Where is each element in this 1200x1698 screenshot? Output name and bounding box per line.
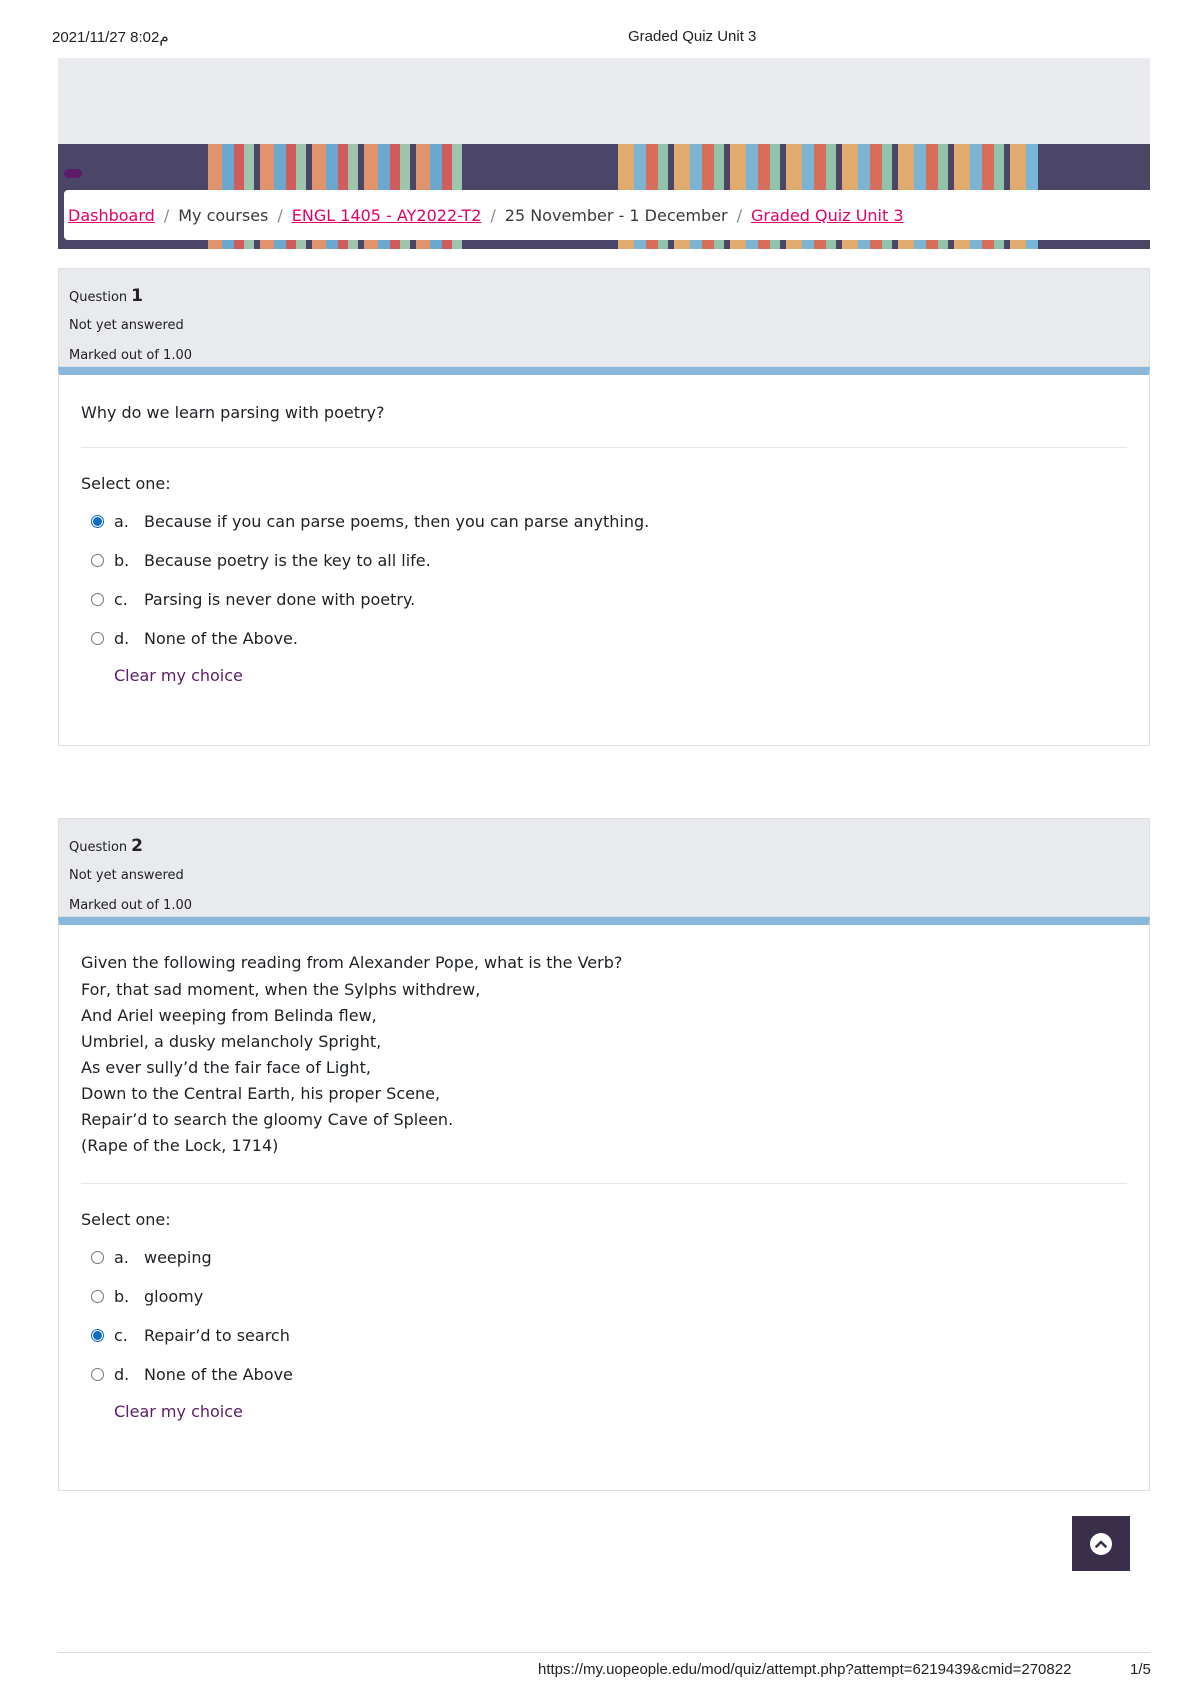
print-page-title: Graded Quiz Unit 3 xyxy=(628,28,757,45)
poem-line: Down to the Central Earth, his proper Scene, xyxy=(81,1084,441,1103)
footer-divider xyxy=(58,1652,1150,1653)
breadcrumb-week: 25 November - 1 December xyxy=(504,205,728,225)
question-info xyxy=(58,268,1150,367)
answer-option-a[interactable] xyxy=(81,502,1127,541)
answer-option-b[interactable] xyxy=(81,541,1127,580)
question-1 xyxy=(58,268,1150,746)
question-text: Given the following reading from Alexander Pope, what is the Verb? xyxy=(81,953,623,972)
question-2 xyxy=(58,818,1150,1491)
poem-citation: (Rape of the Lock, 1714) xyxy=(81,1136,279,1155)
answer-text: Parsing is never done with poetry. xyxy=(144,590,416,609)
banner-pill xyxy=(64,169,82,178)
question-status: Not yet answered xyxy=(69,318,184,333)
select-one-label: Select one: xyxy=(81,474,171,493)
print-header xyxy=(0,28,1200,50)
poem-line: Repair’d to search the gloomy Cave of Spleen. xyxy=(81,1110,454,1129)
poem-line: And Ariel weeping from Belinda flew, xyxy=(81,1006,377,1025)
chevron-up-icon xyxy=(1090,1533,1112,1555)
radio-button[interactable] xyxy=(91,1368,104,1381)
answer-letter: c. xyxy=(114,590,128,609)
clear-my-choice-link[interactable]: Clear my choice xyxy=(114,666,243,685)
question-status: Not yet answered xyxy=(69,868,184,883)
answer-letter: a. xyxy=(114,512,129,531)
question-info xyxy=(58,818,1150,917)
breadcrumb-separator: / xyxy=(277,205,283,225)
clear-my-choice-link[interactable]: Clear my choice xyxy=(114,1402,243,1421)
radio-button[interactable] xyxy=(91,632,104,645)
page-header-area xyxy=(58,58,1150,144)
question-number: 1 xyxy=(131,286,143,306)
answer-letter: d. xyxy=(114,1365,130,1384)
print-footer xyxy=(0,1661,1200,1681)
back-to-top-button[interactable] xyxy=(1072,1516,1130,1571)
radio-button[interactable] xyxy=(91,593,104,606)
question-divider xyxy=(81,447,1127,448)
radio-button[interactable] xyxy=(91,1329,104,1342)
answer-letter: d. xyxy=(114,629,130,648)
question-number: 2 xyxy=(131,836,143,856)
question-formulation xyxy=(58,917,1150,1491)
answer-text: None of the Above. xyxy=(144,629,298,648)
answer-option-d[interactable] xyxy=(81,1355,1127,1394)
radio-button[interactable] xyxy=(91,1251,104,1264)
question-grade: Marked out of 1.00 xyxy=(69,898,193,913)
breadcrumb-separator: / xyxy=(736,205,743,225)
answer-option-d[interactable] xyxy=(81,619,1127,658)
answer-text: weeping xyxy=(144,1248,212,1267)
answer-letter: a. xyxy=(114,1248,129,1267)
answer-list xyxy=(81,502,1127,658)
answer-text: gloomy xyxy=(144,1287,204,1306)
breadcrumb xyxy=(64,190,1150,240)
poem-line: Umbriel, a dusky melancholy Spright, xyxy=(81,1032,382,1051)
radio-button[interactable] xyxy=(91,515,104,528)
answer-text: None of the Above xyxy=(144,1365,293,1384)
question-text: Why do we learn parsing with poetry? xyxy=(81,403,385,422)
print-page-url: https://my.uopeople.edu/mod/quiz/attempt.php?attempt=6219439&cmid=270822 xyxy=(538,1661,1072,1678)
answer-option-a[interactable] xyxy=(81,1238,1127,1277)
answer-text: Because if you can parse poems, then you can parse anything. xyxy=(144,512,650,531)
breadcrumb-course-link[interactable]: ENGL 1405 - AY2022-T2 xyxy=(291,205,482,225)
print-page-number: 1/5 xyxy=(1130,1661,1151,1678)
breadcrumb-dashboard-link[interactable]: Dashboard xyxy=(68,205,155,225)
question-label: Question xyxy=(69,840,128,855)
answer-text: Repair’d to search xyxy=(144,1326,290,1345)
breadcrumb-my-courses: My courses xyxy=(178,205,269,225)
breadcrumb-quiz-link[interactable]: Graded Quiz Unit 3 xyxy=(751,205,904,225)
radio-button[interactable] xyxy=(91,554,104,567)
answer-letter: c. xyxy=(114,1326,128,1345)
answer-option-b[interactable] xyxy=(81,1277,1127,1316)
breadcrumb-separator: / xyxy=(490,205,496,225)
answer-letter: b. xyxy=(114,1287,130,1306)
poem-line: As ever sully’d the fair face of Light, xyxy=(81,1058,371,1077)
breadcrumb-separator: / xyxy=(163,205,170,225)
answer-option-c[interactable] xyxy=(81,1316,1127,1355)
question-formulation xyxy=(58,367,1150,746)
select-one-label: Select one: xyxy=(81,1210,171,1229)
radio-button[interactable] xyxy=(91,1290,104,1303)
answer-list xyxy=(81,1238,1127,1394)
print-datetime: م8:02 2021/11/27 xyxy=(52,29,169,46)
poem-line: For, that sad moment, when the Sylphs withdrew, xyxy=(81,980,481,999)
poem-excerpt xyxy=(81,977,1127,1159)
question-grade: Marked out of 1.00 xyxy=(69,348,193,363)
question-divider xyxy=(81,1183,1127,1184)
answer-text: Because poetry is the key to all life. xyxy=(144,551,431,570)
question-label: Question xyxy=(69,290,128,305)
answer-letter: b. xyxy=(114,551,130,570)
answer-option-c[interactable] xyxy=(81,580,1127,619)
